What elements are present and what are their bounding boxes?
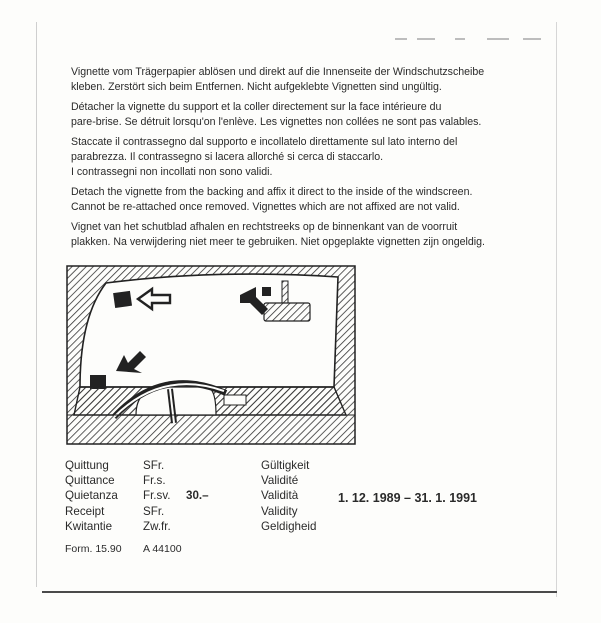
vignette-square-top-left: [113, 291, 132, 308]
instruction-line: Détacher la vignette du support et la coller directement sur la face intérieure du: [71, 100, 442, 113]
price-amount: 30.–: [186, 489, 209, 503]
form-number: Form. 15.90: [65, 543, 122, 555]
instruction-line: kleben. Zerstört sich beim Entfernen. Nicht aufgeklebte Vignetten sind ungültig.: [71, 81, 442, 94]
receipt-labels: [65, 458, 118, 534]
page-edge-left: [36, 22, 37, 587]
currency-label: SFr.: [143, 459, 165, 472]
instruction-line: Cannot be re-attached once removed. Vignettes which are not affixed are not valid.: [71, 201, 460, 214]
serial-number: A 44100: [143, 543, 182, 555]
instructions-dutch: [71, 220, 517, 251]
instruction-line: pare-brise. Se détruit lorsqu'on l'enlève. Les vignettes non collées ne sont pas valables.: [71, 116, 482, 129]
receipt-label: Kwitantie: [65, 519, 113, 533]
top-edge-marks: [395, 38, 545, 42]
windscreen-diagram: [66, 265, 356, 445]
validity-label: Validité: [261, 474, 299, 488]
validity-label: Validità: [261, 489, 299, 503]
instruction-line: Detach the vignette from the backing and affix it direct to the inside of the windscreen.: [71, 185, 473, 198]
instruction-line: parabrezza. Il contrassegno si lacera allorché si cerca di staccarlo.: [71, 151, 384, 164]
instructions-french: [71, 100, 517, 131]
currency-label: SFr.: [143, 504, 165, 518]
currency-labels: [143, 458, 171, 534]
instructions-italian: [71, 135, 517, 181]
currency-label: Fr.sv.: [143, 489, 171, 503]
receipt-label: Receipt: [65, 504, 105, 518]
dashboard: [74, 387, 346, 415]
instruction-line: Vignet van het schutblad afhalen en rechtstreeks op de binnenkant van de voorruit: [71, 220, 458, 233]
validity-date-range: 1. 12. 1989 – 31. 1. 1991: [338, 491, 478, 505]
bottom-rule: [42, 591, 557, 593]
receipt-label: Quittance: [65, 474, 115, 488]
instruction-line: plakken. Na verwijdering niet meer te gebruiken. Niet opgeplakte vignetten zijn ongeldig.: [71, 236, 485, 249]
instruction-line: Staccate il contrassegno dal supporto e incollatelo direttamente sul lato interno del: [71, 135, 458, 148]
validity-label: Geldigheid: [261, 519, 317, 533]
page-edge-right: [556, 22, 557, 597]
receipt-label: Quittung: [65, 459, 109, 472]
validity-label: Gültigkeit: [261, 459, 310, 472]
instruction-line: I contrassegni non incollati non sono validi.: [71, 166, 273, 179]
amount-column: [186, 458, 209, 504]
instructions-english: [71, 185, 517, 216]
currency-label: Zw.fr.: [143, 519, 171, 533]
validity-label: Validity: [261, 504, 298, 518]
validity-labels: [261, 458, 316, 534]
instructions-german: [71, 65, 517, 96]
instructions-block: [71, 65, 517, 254]
instruction-line: Vignette vom Trägerpapier ablösen und direkt auf die Innenseite der Windschutzscheibe: [71, 66, 485, 78]
currency-label: Fr.s.: [143, 474, 166, 488]
receipt-label: Quietanza: [65, 489, 118, 503]
